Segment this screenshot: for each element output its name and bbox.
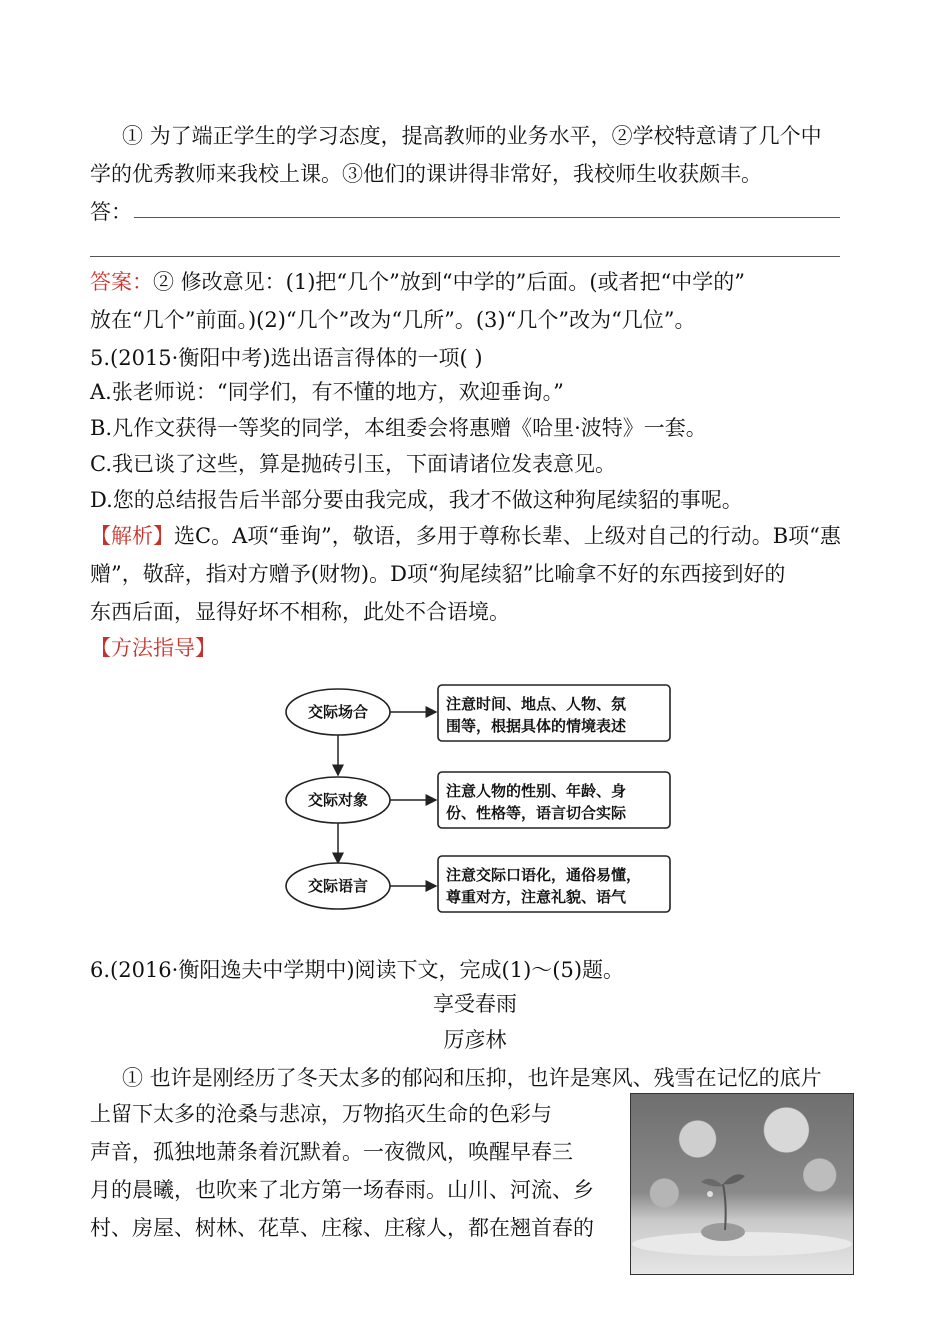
q6-stem: 6.(2016·衡阳逸夫中学期中)阅读下文，完成(1)～(5)题。 bbox=[90, 958, 625, 982]
seedling-photo bbox=[630, 1093, 854, 1275]
answer-blank-line bbox=[90, 256, 840, 257]
note-line-2: 围等，根据具体的情境表述 bbox=[446, 717, 627, 735]
method-guide-label: 【方法指导】 bbox=[90, 636, 216, 660]
q4-line-2: 学的优秀教师来我校上课。③他们的课讲得非常好，我校师生收获颇丰。 bbox=[90, 162, 762, 186]
analysis-text: 选C。A项“垂询”，敬语，多用于尊称长辈、上级对自己的行动。B项“惠 bbox=[174, 524, 841, 548]
node-label: 交际语言 bbox=[307, 877, 369, 895]
analysis-line-3: 东西后面，显得好坏不相称，此处不合语境。 bbox=[90, 600, 510, 624]
answer-line-2: 放在“几个”前面。)(2)“几个”改为“几所”。(3)“几个”改为“几位”。 bbox=[90, 308, 696, 332]
answer-text: ② 修改意见：(1)把“几个”放到“中学的”后面。(或者把“中学的” bbox=[153, 270, 746, 294]
note-line-1: 注意人物的性别、年龄、身 bbox=[446, 782, 627, 800]
flow-node-2 bbox=[286, 772, 670, 828]
seedling-illustration bbox=[631, 1094, 853, 1274]
node-label: 交际场合 bbox=[307, 703, 369, 721]
article-line-4: 月的晨曦，也吹来了北方第一场春雨。山川、河流、乡 bbox=[90, 1178, 594, 1202]
q5-option-b: B.凡作文获得一等奖的同学，本组委会将惠赠《哈里·波特》一套。 bbox=[90, 416, 707, 440]
article-line-3: 声音，孤独地萧条着沉默着。一夜微风，唤醒早春三 bbox=[90, 1140, 573, 1164]
analysis-line-2: 赠”，敬辞，指对方赠予(财物)。D项“狗尾续貂”比喻拿不好的东西接到好的 bbox=[90, 562, 786, 586]
node-label: 交际对象 bbox=[307, 791, 369, 809]
q5-option-a: A.张老师说：“同学们，有不懂的地方，欢迎垂询。” bbox=[90, 380, 564, 404]
q4-line-1: ① 为了端正学生的学习态度，提高教师的业务水平，②学校特意请了几个中 bbox=[122, 124, 822, 148]
note-line-2: 份、性格等，语言切合实际 bbox=[446, 804, 627, 822]
article-title: 享受春雨 bbox=[433, 992, 517, 1016]
flow-node-1 bbox=[286, 685, 670, 741]
answer-prompt: 答： bbox=[90, 200, 132, 224]
article-author: 厉彦林 bbox=[443, 1028, 507, 1052]
method-flowchart bbox=[250, 680, 690, 920]
answer-line-1 bbox=[90, 264, 745, 300]
article-line-1: ① 也许是刚经历了冬天太多的郁闷和压抑，也许是寒风、残雪在记忆的底片 bbox=[122, 1066, 822, 1090]
article-line-2: 上留下太多的沧桑与悲凉，万物掐灭生命的色彩与 bbox=[90, 1102, 552, 1126]
q5-option-c: C.我已谈了这些，算是抛砖引玉，下面请诸位发表意见。 bbox=[90, 452, 616, 476]
answer-blank-line bbox=[134, 217, 840, 218]
analysis-label: 【解析】 bbox=[90, 524, 174, 548]
q5-option-d: D.您的总结报告后半部分要由我完成，我才不做这种狗尾续貂的事呢。 bbox=[90, 488, 743, 512]
article-line-5: 村、房屋、树林、花草、庄稼、庄稼人，都在翘首春的 bbox=[90, 1216, 594, 1240]
note-line-1: 注意时间、地点、人物、氛 bbox=[446, 695, 627, 713]
analysis-line-1 bbox=[90, 518, 841, 554]
q5-stem: 5.(2015·衡阳中考)选出语言得体的一项( ) bbox=[90, 346, 483, 370]
answer-label: 答案： bbox=[90, 270, 153, 294]
note-line-1: 注意交际口语化，通俗易懂， bbox=[446, 866, 642, 884]
note-line-2: 尊重对方，注意礼貌、语气 bbox=[446, 888, 627, 906]
flow-node-3 bbox=[286, 856, 670, 912]
